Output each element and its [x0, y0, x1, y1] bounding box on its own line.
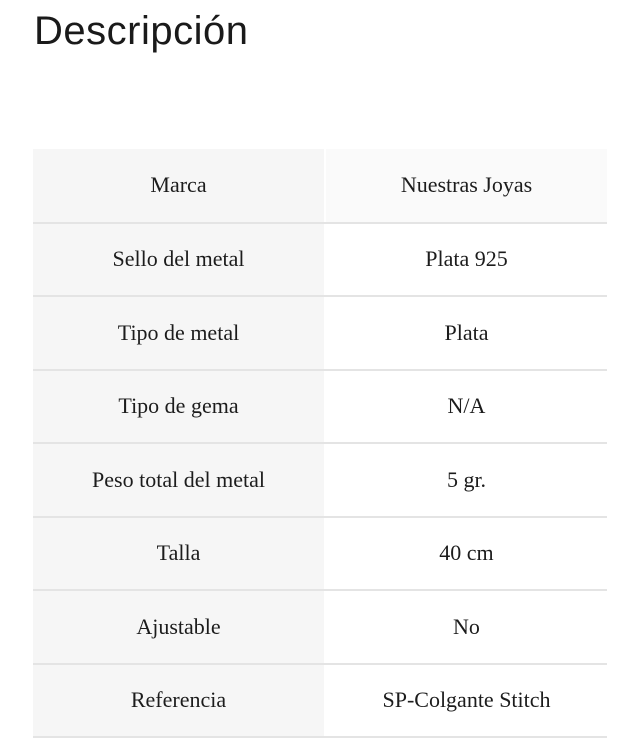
table-row — [33, 149, 607, 223]
table-row — [33, 223, 607, 297]
table-row — [33, 590, 607, 664]
spec-label-metal-stamp: Sello del metal — [33, 223, 325, 297]
spec-value-reference: SP-Colgante Stitch — [325, 664, 607, 738]
spec-label-total-weight: Peso total del metal — [33, 443, 325, 517]
spec-value-metal-type: Plata — [325, 296, 607, 370]
spec-label-size: Talla — [33, 517, 325, 591]
spec-label-reference: Referencia — [33, 664, 325, 738]
table-row — [33, 370, 607, 444]
spec-label-adjustable: Ajustable — [33, 590, 325, 664]
spec-label-brand: Marca — [33, 149, 325, 223]
table-row — [33, 517, 607, 591]
page-title: Descripción — [34, 9, 249, 53]
spec-value-gem-type: N/A — [325, 370, 607, 444]
table-row — [33, 664, 607, 738]
spec-value-metal-stamp: Plata 925 — [325, 223, 607, 297]
specifications-table — [33, 149, 607, 738]
spec-label-gem-type: Tipo de gema — [33, 370, 325, 444]
spec-value-adjustable: No — [325, 590, 607, 664]
table-row — [33, 296, 607, 370]
table-row — [33, 443, 607, 517]
spec-label-metal-type: Tipo de metal — [33, 296, 325, 370]
spec-value-total-weight: 5 gr. — [325, 443, 607, 517]
spec-value-brand: Nuestras Joyas — [325, 149, 607, 223]
spec-value-size: 40 cm — [325, 517, 607, 591]
